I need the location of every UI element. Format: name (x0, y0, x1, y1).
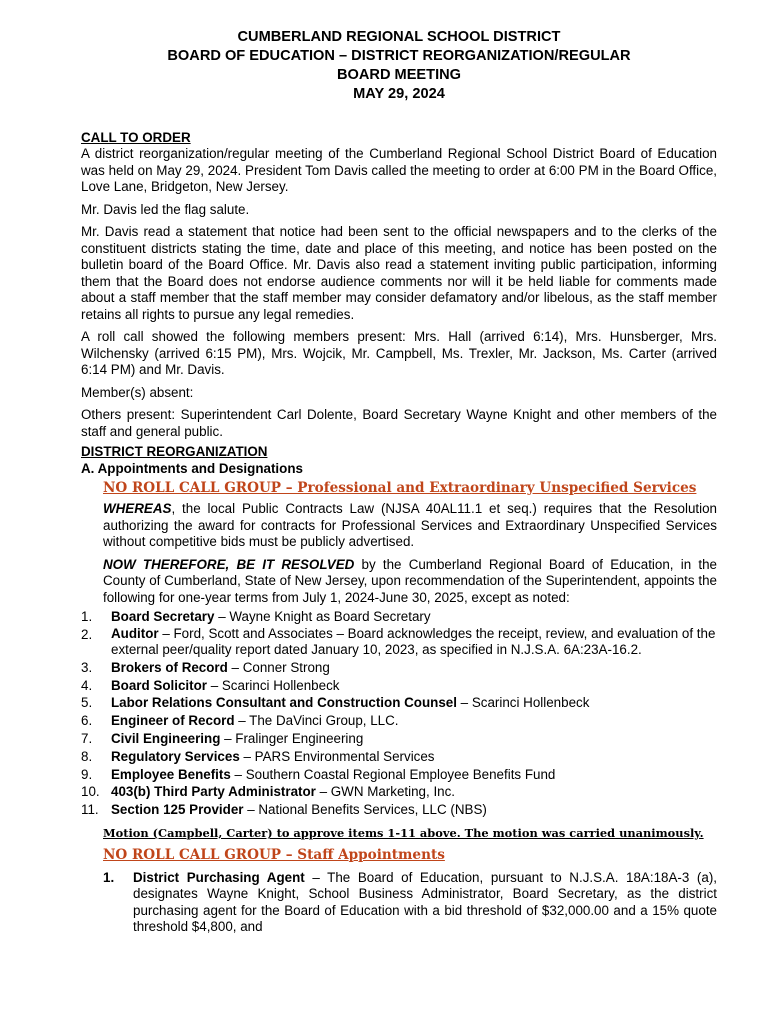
item-number: 3. (81, 659, 93, 675)
item-text: – Southern Coastal Regional Employee Benefits Fund (230, 766, 556, 782)
item-number: 9. (81, 766, 93, 782)
others-present-paragraph: Others present: Superintendent Carl Dolente, Board Secretary Wayne Knight and other members of the staff and general public. (81, 407, 717, 439)
item-number: 6. (81, 713, 93, 729)
list-item (103, 870, 717, 936)
item-text: – Conner Strong (227, 659, 330, 675)
item-label: Civil Engineering (111, 730, 221, 746)
item-label: Regulatory Services (111, 748, 240, 764)
staff-appointments-group-heading: NO ROLL CALL GROUP – Staff Appointments (103, 846, 445, 863)
list-item (81, 730, 717, 748)
resolved-text: by the Cumberland Regional Board of Education, in the County of Cumberland, State of New Jersey, upon recommendation of the Superintendent, appoints the following for one-year terms from July 1, 2024-June 30, 2025, except as noted: (103, 556, 717, 605)
district-reorganization-heading: DISTRICT REORGANIZATION (81, 444, 268, 459)
item-text: – The Board of Education, pursuant to N.J.S.A. 18A:18A-3 (a), designates Wayne Knight, School Business Administrator, Board Secretary, as the district purchasing agent for the Board of Education with a bid threshold of $32,000.00 and a 15% quote threshold $4,800, and (133, 869, 718, 935)
members-absent-paragraph: Member(s) absent: (81, 384, 194, 400)
document-title (81, 28, 717, 104)
item-number: 5. (81, 695, 93, 711)
item-number: 7. (81, 730, 93, 746)
item-number: 4. (81, 677, 93, 693)
item-label: Brokers of Record (111, 659, 228, 675)
list-item (81, 801, 717, 819)
item-label: Employee Benefits (111, 766, 231, 782)
item-label: Board Solicitor (111, 677, 207, 693)
call-to-order-heading: CALL TO ORDER (81, 130, 191, 145)
item-label: District Purchasing Agent (133, 869, 305, 885)
item-text: – The DaVinci Group, LLC. (234, 713, 399, 729)
appointments-subheading: A. Appointments and Designations (81, 461, 303, 476)
list-item (81, 659, 717, 677)
list-item (81, 608, 717, 626)
item-label: Auditor (111, 625, 159, 641)
list-item (81, 748, 717, 766)
list-item (81, 766, 717, 784)
title-line-1: CUMBERLAND REGIONAL SCHOOL DISTRICT (237, 29, 561, 45)
motion-statement: Motion (Campbell, Carter) to approve items 1-11 above. The motion was carried unanimously. (103, 825, 704, 840)
item-label: Section 125 Provider (111, 802, 244, 818)
notice-statement-paragraph: Mr. Davis read a statement that notice had been sent to the official newspapers and to the clerks of the constituent districts stating the time, date and place of this meeting, and notice has been posted on the bulletin board of the Board Office. Mr. Davis also read a statement inviting public participation, informing them that the Board does not endorse audience comments nor will it be held liable for comments made about a staff member that the staff member may consider defamatory and/or libelous, as the staff member retains all rights to pursue any legal remedies. (81, 224, 717, 322)
item-text: – PARS Environmental Services (239, 748, 435, 764)
item-text: – GWN Marketing, Inc. (315, 784, 456, 800)
document-page (81, 28, 717, 936)
item-label: Board Secretary (111, 609, 215, 624)
list-item (81, 677, 717, 695)
item-number: 8. (81, 748, 93, 764)
item-number: 1. (103, 869, 115, 885)
item-text: – National Benefits Services, LLC (NBS) (243, 802, 487, 818)
list-item (81, 626, 717, 659)
list-item (81, 712, 717, 730)
item-number: 1. (81, 609, 93, 624)
item-number: 11. (81, 802, 99, 818)
item-number: 2. (81, 626, 93, 642)
professional-services-group-heading: NO ROLL CALL GROUP – Professional and Extraordinary Unspecified Services (103, 480, 697, 496)
resolved-lead: NOW THEREFORE, BE IT RESOLVED (103, 556, 355, 572)
roll-call-paragraph: A roll call showed the following members present: Mrs. Hall (arrived 6:14), Mrs. Hunsberger, Mrs. Wilchensky (arrived 6:15 PM), Mrs. Wojcik, Mr. Campbell, Ms. Trexler, Mr. Jackson, Ms. Carter (arrived 6:14 PM) and Mr. Davis. (81, 329, 717, 377)
item-text: – Scarinci Hollenbeck (456, 695, 590, 711)
item-text: – Fralinger Engineering (220, 730, 364, 746)
item-label: 403(b) Third Party Administrator (111, 784, 316, 800)
item-number: 10. (81, 784, 100, 800)
flag-salute-paragraph: Mr. Davis led the flag salute. (81, 201, 250, 217)
item-label: Labor Relations Consultant and Construction Counsel (111, 695, 457, 711)
whereas-paragraph (103, 501, 717, 551)
resolved-paragraph (103, 557, 717, 607)
call-to-order-paragraph: A district reorganization/regular meeting of the Cumberland Regional School District Board of Education was held on May 29, 2024. President Tom Davis called the meeting to order at 6:00 PM in the Board Office, Love Lane, Bridgeton, New Jersey. (81, 146, 717, 194)
title-line-3: BOARD MEETING (336, 67, 462, 83)
item-text: – Scarinci Hollenbeck (206, 677, 340, 693)
list-item (81, 783, 717, 801)
list-item (81, 694, 717, 712)
title-date: MAY 29, 2024 (353, 86, 445, 102)
whereas-lead: WHEREAS (103, 501, 172, 516)
appointments-list (81, 608, 717, 819)
item-label: Engineer of Record (111, 713, 235, 729)
whereas-text: , the local Public Contracts Law (NJSA 40AL11.1 et seq.) requires that the Resolution authorizing the award for contracts for Professional Services and Extraordinary Unspecified Services without competitive bids must be publicly advertised. (103, 501, 717, 549)
item-text: – Ford, Scott and Associates – Board acknowledges the receipt, review, and evaluation of the external peer/quality report dated January 10, 2023, as specified in N.J.S.A. 6A:23A-16.2. (111, 625, 716, 658)
item-text: – Wayne Knight as Board Secretary (214, 609, 431, 624)
title-line-2: BOARD OF EDUCATION – DISTRICT REORGANIZATION/REGULAR (167, 48, 631, 64)
